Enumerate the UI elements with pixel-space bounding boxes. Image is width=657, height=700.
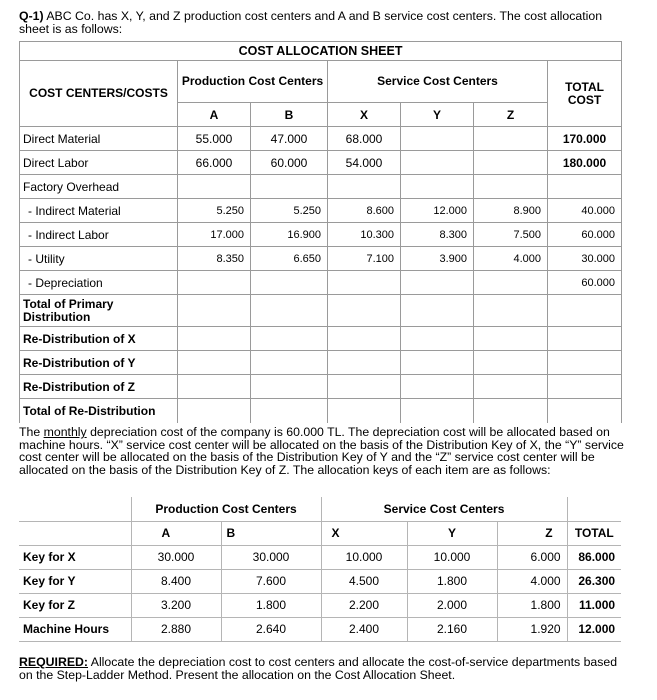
- cell-b: 6.650: [251, 247, 328, 271]
- cell-a: [178, 375, 251, 399]
- cell-total: [548, 327, 622, 351]
- subheader-a: A: [178, 103, 251, 127]
- table-row: [20, 151, 622, 175]
- cell-x: [328, 399, 401, 423]
- table-row: [20, 399, 622, 423]
- cell-x: 7.100: [328, 247, 401, 271]
- key-cell-x: 10.000: [321, 545, 407, 569]
- cell-x: [328, 271, 401, 295]
- cell-total: 60.000: [548, 223, 622, 247]
- cell-z: 7.500: [474, 223, 548, 247]
- keys-sub-b: B: [221, 521, 321, 545]
- table-row: [19, 569, 621, 593]
- key-row-label: Key for Z: [19, 593, 131, 617]
- cell-total: [548, 399, 622, 423]
- keys-corner: [19, 497, 131, 521]
- key-cell-y: 1.800: [407, 569, 497, 593]
- key-cell-total: 12.000: [567, 617, 621, 641]
- header-total-cost: TOTAL COST: [548, 61, 622, 127]
- header-cost-centers: COST CENTERS/COSTS: [20, 61, 178, 127]
- cell-x: 68.000: [328, 127, 401, 151]
- cell-a: 5.250: [178, 199, 251, 223]
- row-label: - Indirect Labor: [20, 223, 178, 247]
- table-row: [20, 175, 622, 199]
- cell-a: [178, 271, 251, 295]
- cell-a: [178, 175, 251, 199]
- header-production: Production Cost Centers: [178, 61, 328, 103]
- keys-header-blank: [567, 497, 621, 521]
- cell-total: 60.000: [548, 271, 622, 295]
- cell-x: [328, 375, 401, 399]
- cell-x: [328, 327, 401, 351]
- table-row: [20, 375, 622, 399]
- question-body: ABC Co. has X, Y, and Z production cost centers and A and B service cost centers. The cost allocation sheet is as follows:: [19, 9, 603, 36]
- required-paragraph: [19, 656, 624, 682]
- cell-z: [474, 327, 548, 351]
- cell-b: [251, 375, 328, 399]
- row-label: Total of Re-Distribution: [20, 399, 178, 423]
- key-cell-z: 1.800: [497, 593, 567, 617]
- keys-sub-z: Z: [497, 521, 567, 545]
- keys-sub-total: TOTAL: [567, 521, 621, 545]
- key-cell-a: 3.200: [131, 593, 221, 617]
- cell-a: 66.000: [178, 151, 251, 175]
- cell-z: [474, 351, 548, 375]
- row-label: Re-Distribution of Y: [20, 351, 178, 375]
- key-cell-b: 1.800: [221, 593, 321, 617]
- cell-z: [474, 127, 548, 151]
- description-underlined: monthly: [43, 425, 87, 439]
- table-row: [20, 271, 622, 295]
- row-label: Direct Material: [20, 127, 178, 151]
- row-label: Re-Distribution of Z: [20, 375, 178, 399]
- description-pre: The: [19, 425, 44, 439]
- cell-y: 12.000: [401, 199, 474, 223]
- cell-a: 8.350: [178, 247, 251, 271]
- cell-z: [474, 375, 548, 399]
- subheader-x: X: [328, 103, 401, 127]
- cell-total: [548, 351, 622, 375]
- cell-y: [401, 151, 474, 175]
- required-text: Allocate the depreciation cost to cost centers and allocate the cost-of-service departments based on the Step-Ladder Method. Present the allocation on the Cost Allocation Sheet.: [19, 655, 618, 682]
- cell-total: 180.000: [548, 151, 622, 175]
- cell-x: 54.000: [328, 151, 401, 175]
- header-service: Service Cost Centers: [328, 61, 548, 103]
- keys-header-service: Service Cost Centers: [321, 497, 567, 521]
- cell-x: 10.300: [328, 223, 401, 247]
- cell-a: 17.000: [178, 223, 251, 247]
- cell-z: [474, 295, 548, 327]
- key-cell-x: 4.500: [321, 569, 407, 593]
- cost-allocation-table: [19, 41, 622, 423]
- cell-y: [401, 127, 474, 151]
- keys-sub-blank: [19, 521, 131, 545]
- row-label: - Utility: [20, 247, 178, 271]
- cell-a: [178, 327, 251, 351]
- cell-x: [328, 175, 401, 199]
- cell-total: 170.000: [548, 127, 622, 151]
- key-cell-total: 86.000: [567, 545, 621, 569]
- cell-total: 30.000: [548, 247, 622, 271]
- allocation-keys-table: [19, 497, 621, 642]
- keys-header-production: Production Cost Centers: [131, 497, 321, 521]
- allocation-keys-section: [19, 497, 621, 642]
- key-cell-total: 26.300: [567, 569, 621, 593]
- keys-sub-y: Y: [407, 521, 497, 545]
- cell-y: [401, 375, 474, 399]
- key-row-label: Key for Y: [19, 569, 131, 593]
- table-row: [19, 545, 621, 569]
- key-row-label: Key for X: [19, 545, 131, 569]
- cell-x: 8.600: [328, 199, 401, 223]
- description-post: depreciation cost of the company is 60.000 TL. The depreciation cost will be allocated based on machine hours. “X” service cost center will be allocated on the basis of the Distribution Key of X, the “Y” service cost center will be allocated on the basis of the Distribution Key of Y and the “Z” service cost center will be allocated on the basis of the Distribution Key of Z. The allocation keys of each item are as follows:: [19, 425, 624, 477]
- key-cell-b: 2.640: [221, 617, 321, 641]
- key-cell-x: 2.400: [321, 617, 407, 641]
- cell-b: [251, 399, 328, 423]
- cell-z: 8.900: [474, 199, 548, 223]
- cell-a: [178, 399, 251, 423]
- cell-total: [548, 175, 622, 199]
- keys-sub-x: X: [321, 521, 407, 545]
- row-label: Factory Overhead: [20, 175, 178, 199]
- question-text: [19, 10, 624, 36]
- cell-b: [251, 271, 328, 295]
- table-row: [20, 223, 622, 247]
- sheet-title: COST ALLOCATION SHEET: [20, 42, 622, 61]
- cell-y: [401, 399, 474, 423]
- table-row: [19, 617, 621, 641]
- cell-b: 47.000: [251, 127, 328, 151]
- row-label: - Depreciation: [20, 271, 178, 295]
- key-cell-x: 2.200: [321, 593, 407, 617]
- description-paragraph: [19, 426, 624, 476]
- cell-b: 16.900: [251, 223, 328, 247]
- key-cell-total: 11.000: [567, 593, 621, 617]
- cell-y: 8.300: [401, 223, 474, 247]
- cell-b: 5.250: [251, 199, 328, 223]
- cell-b: [251, 327, 328, 351]
- key-cell-b: 30.000: [221, 545, 321, 569]
- cell-z: [474, 175, 548, 199]
- key-row-label: Machine Hours: [19, 617, 131, 641]
- row-label: Re-Distribution of X: [20, 327, 178, 351]
- cell-total: [548, 375, 622, 399]
- cell-a: 55.000: [178, 127, 251, 151]
- table-row: [20, 127, 622, 151]
- key-cell-y: 2.160: [407, 617, 497, 641]
- key-cell-z: 1.920: [497, 617, 567, 641]
- table-row: [20, 247, 622, 271]
- cell-x: [328, 295, 401, 327]
- cell-y: [401, 351, 474, 375]
- cell-z: [474, 151, 548, 175]
- cost-allocation-sheet: [19, 41, 621, 423]
- cell-total: 40.000: [548, 199, 622, 223]
- key-cell-a: 2.880: [131, 617, 221, 641]
- key-cell-a: 30.000: [131, 545, 221, 569]
- cell-z: [474, 399, 548, 423]
- cell-y: 3.900: [401, 247, 474, 271]
- cell-y: [401, 175, 474, 199]
- key-cell-b: 7.600: [221, 569, 321, 593]
- cell-z: [474, 271, 548, 295]
- cell-b: [251, 295, 328, 327]
- question-label: Q-1): [19, 9, 44, 23]
- table-row: [19, 593, 621, 617]
- required-label: REQUIRED:: [19, 655, 89, 669]
- cell-y: [401, 271, 474, 295]
- cell-b: [251, 351, 328, 375]
- cell-y: [401, 327, 474, 351]
- table-row: [20, 327, 622, 351]
- key-cell-y: 10.000: [407, 545, 497, 569]
- key-cell-z: 4.000: [497, 569, 567, 593]
- row-label: Total of Primary Distribution: [20, 295, 178, 327]
- cell-y: [401, 295, 474, 327]
- subheader-y: Y: [401, 103, 474, 127]
- table-row: [20, 295, 622, 327]
- table-row: [20, 199, 622, 223]
- cell-b: 60.000: [251, 151, 328, 175]
- key-cell-a: 8.400: [131, 569, 221, 593]
- keys-sub-a: A: [131, 521, 221, 545]
- cell-a: [178, 295, 251, 327]
- cell-b: [251, 175, 328, 199]
- row-label: - Indirect Material: [20, 199, 178, 223]
- cell-total: [548, 295, 622, 327]
- cell-a: [178, 351, 251, 375]
- cell-z: 4.000: [474, 247, 548, 271]
- subheader-b: B: [251, 103, 328, 127]
- row-label: Direct Labor: [20, 151, 178, 175]
- key-cell-y: 2.000: [407, 593, 497, 617]
- subheader-z: Z: [474, 103, 548, 127]
- key-cell-z: 6.000: [497, 545, 567, 569]
- cell-x: [328, 351, 401, 375]
- table-row: [20, 351, 622, 375]
